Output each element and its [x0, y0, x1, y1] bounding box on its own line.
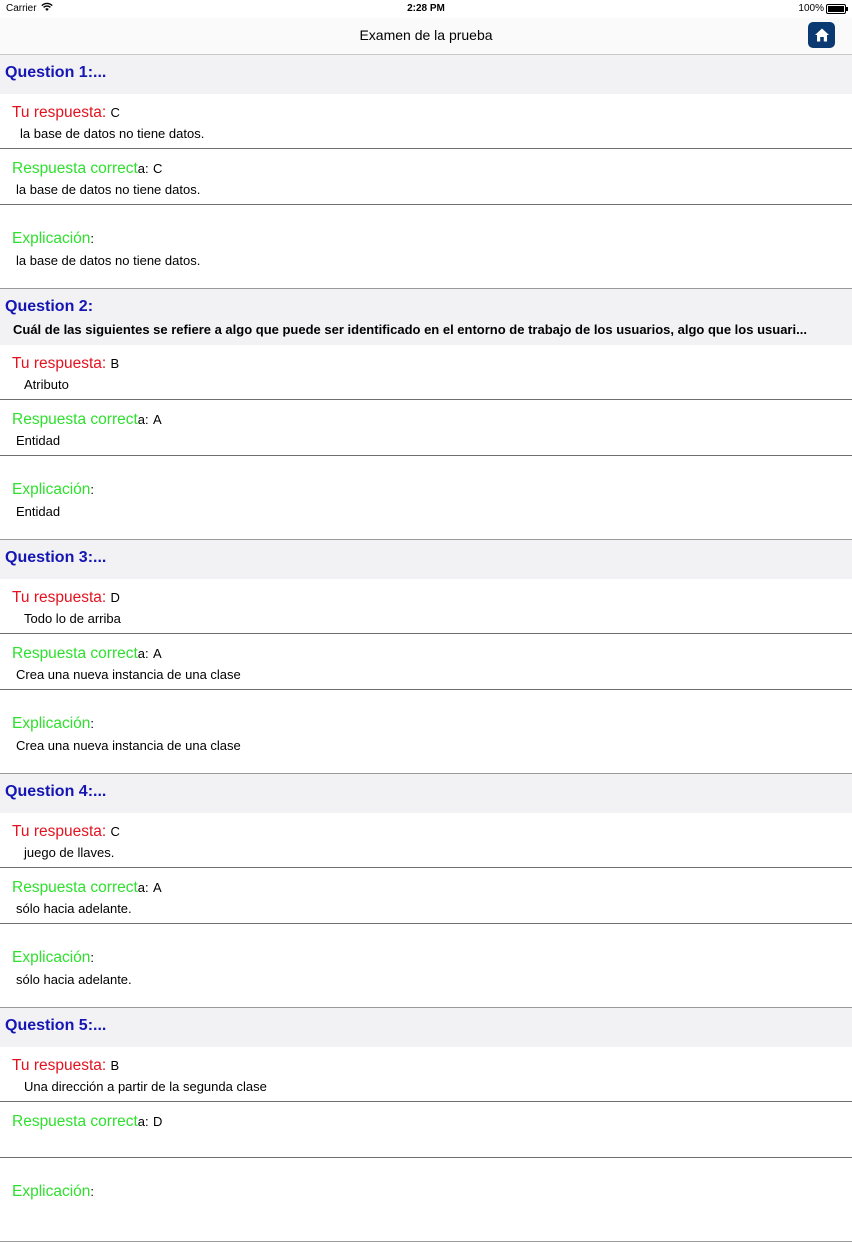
- your-answer-row[interactable]: [0, 813, 852, 868]
- correct-answer-label-suffix: a:: [137, 1114, 149, 1129]
- question-suffix: :...: [87, 783, 107, 800]
- question-number: Question 2: [5, 298, 88, 315]
- question-title: [5, 1017, 106, 1035]
- your-answer-letter: B: [110, 356, 120, 371]
- question-number: Question 3: [5, 549, 88, 566]
- correct-answer-row[interactable]: [0, 634, 852, 690]
- correct-answer-line: [12, 645, 162, 663]
- your-answer-text: la base de datos no tiene datos.: [20, 126, 205, 141]
- correct-answer-label: Respuesta correct: [12, 879, 138, 896]
- your-answer-label: Tu respuesta:: [12, 104, 107, 121]
- your-answer-letter: B: [110, 1058, 120, 1073]
- correct-answer-label: Respuesta correct: [12, 645, 138, 662]
- explanation-text: Crea una nueva instancia de una clase: [16, 738, 241, 753]
- explanation-colon: :: [90, 716, 95, 731]
- question-block: [0, 774, 852, 1008]
- question-header: [0, 774, 852, 813]
- explanation-line: [12, 715, 94, 733]
- correct-answer-label: Respuesta correct: [12, 411, 138, 428]
- question-suffix: :...: [87, 1017, 107, 1034]
- question-block: [0, 55, 852, 289]
- question-header: [0, 540, 852, 579]
- status-time: 2:28 PM: [407, 3, 445, 14]
- your-answer-row[interactable]: [0, 1047, 852, 1102]
- your-answer-row[interactable]: [0, 345, 852, 400]
- correct-answer-row[interactable]: [0, 149, 852, 205]
- correct-answer-label-suffix: a:: [137, 646, 149, 661]
- question-block: [0, 1008, 852, 1242]
- explanation-label: Explicación: [12, 949, 91, 966]
- your-answer-label: Tu respuesta:: [12, 823, 107, 840]
- question-suffix: :: [87, 298, 94, 315]
- correct-answer-line: [12, 1113, 162, 1131]
- your-answer-letter: C: [110, 105, 120, 120]
- explanation-line: [12, 481, 94, 499]
- correct-answer-label: Respuesta correct: [12, 1113, 138, 1130]
- explanation-colon: :: [90, 231, 95, 246]
- battery-icon: [826, 4, 846, 14]
- question-title: [5, 783, 106, 801]
- explanation-row[interactable]: [0, 690, 852, 774]
- correct-answer-letter: A: [152, 412, 162, 427]
- navigation-bar: [0, 18, 852, 55]
- correct-answer-text: sólo hacia adelante.: [16, 901, 132, 916]
- correct-answer-label-suffix: a:: [137, 880, 149, 895]
- your-answer-text: juego de llaves.: [24, 845, 115, 860]
- correct-answer-row[interactable]: [0, 1102, 852, 1158]
- your-answer-text: Una dirección a partir de la segunda clase: [24, 1079, 267, 1094]
- correct-answer-label-suffix: a:: [137, 412, 149, 427]
- explanation-text: la base de datos no tiene datos.: [16, 253, 201, 268]
- carrier-label: Carrier: [6, 3, 37, 14]
- explanation-text: Entidad: [16, 504, 61, 519]
- your-answer-row[interactable]: [0, 579, 852, 634]
- battery-percentage: 100%: [798, 3, 824, 14]
- correct-answer-letter: D: [152, 1114, 163, 1129]
- question-text: Cuál de las siguientes se refiere a algo que puede ser identificado en el entorno de trabajo de los usuarios, algo que los usuari...: [13, 322, 807, 337]
- question-block: [0, 540, 852, 774]
- explanation-row[interactable]: [0, 1158, 852, 1242]
- home-icon: [814, 27, 830, 43]
- explanation-label: Explicación: [12, 481, 91, 498]
- question-suffix: :...: [87, 549, 107, 566]
- explanation-line: [12, 230, 94, 248]
- correct-answer-label: Respuesta correct: [12, 160, 138, 177]
- correct-answer-line: [12, 879, 162, 897]
- explanation-text: sólo hacia adelante.: [16, 972, 132, 987]
- review-list: [0, 55, 852, 1242]
- your-answer-row[interactable]: [0, 94, 852, 149]
- your-answer-line: [12, 355, 119, 373]
- explanation-colon: :: [90, 950, 95, 965]
- explanation-colon: :: [90, 482, 95, 497]
- your-answer-line: [12, 589, 120, 607]
- correct-answer-text: Crea una nueva instancia de una clase: [16, 667, 241, 682]
- correct-answer-text: Entidad: [16, 433, 61, 448]
- page-title: Examen de la prueba: [359, 27, 493, 43]
- question-number: Question 1: [5, 64, 88, 81]
- correct-answer-label-suffix: a:: [137, 161, 149, 176]
- explanation-row[interactable]: [0, 924, 852, 1008]
- explanation-row[interactable]: [0, 456, 852, 540]
- explanation-line: [12, 949, 94, 967]
- correct-answer-row[interactable]: [0, 868, 852, 924]
- status-bar: [0, 0, 852, 18]
- question-header: [0, 55, 852, 94]
- your-answer-text: Todo lo de arriba: [24, 611, 121, 626]
- your-answer-text: Atributo: [24, 377, 69, 392]
- your-answer-label: Tu respuesta:: [12, 355, 107, 372]
- question-title: [5, 549, 106, 567]
- your-answer-line: [12, 1057, 119, 1075]
- question-header: [0, 1008, 852, 1047]
- home-button[interactable]: [808, 22, 835, 48]
- question-title: [5, 64, 106, 82]
- your-answer-label: Tu respuesta:: [12, 1057, 107, 1074]
- correct-answer-letter: A: [152, 880, 162, 895]
- question-block: [0, 289, 852, 540]
- correct-answer-line: [12, 411, 162, 429]
- your-answer-line: [12, 823, 120, 841]
- question-suffix: :...: [87, 64, 107, 81]
- question-number: Question 4: [5, 783, 88, 800]
- explanation-label: Explicación: [12, 230, 91, 247]
- correct-answer-line: [12, 160, 162, 178]
- explanation-colon: :: [90, 1184, 95, 1199]
- your-answer-letter: D: [110, 590, 120, 605]
- correct-answer-letter: C: [152, 161, 163, 176]
- explanation-line: [12, 1183, 94, 1201]
- explanation-label: Explicación: [12, 715, 91, 732]
- correct-answer-letter: A: [152, 646, 162, 661]
- explanation-row[interactable]: [0, 205, 852, 289]
- question-header: [0, 289, 852, 345]
- correct-answer-text: la base de datos no tiene datos.: [16, 182, 201, 197]
- your-answer-line: [12, 104, 120, 122]
- question-number: Question 5: [5, 1017, 88, 1034]
- explanation-label: Explicación: [12, 1183, 91, 1200]
- question-title: [5, 298, 93, 316]
- your-answer-letter: C: [110, 824, 120, 839]
- your-answer-label: Tu respuesta:: [12, 589, 107, 606]
- correct-answer-row[interactable]: [0, 400, 852, 456]
